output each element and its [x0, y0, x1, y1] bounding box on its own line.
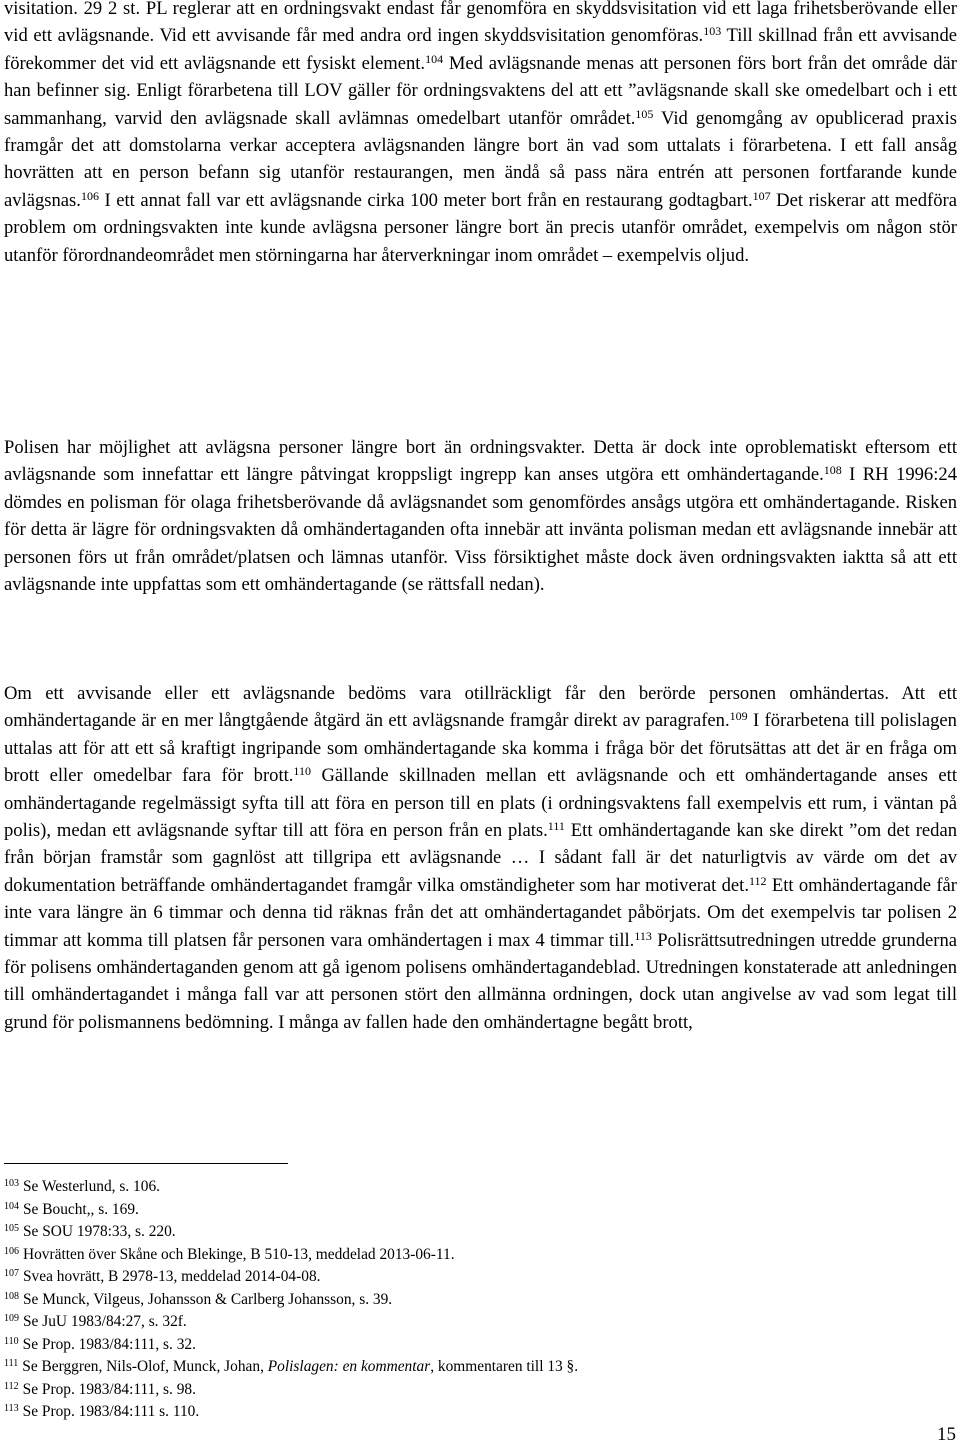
footnote-reference: 105 — [635, 106, 654, 121]
body-paragraph-1 — [4, 0, 957, 269]
footnote-reference: 106 — [80, 188, 99, 203]
footnote-item — [4, 1401, 957, 1424]
text-run: Det riskerar att medföra problem om ordningsvakten inte kunde avlägsna personer längre bort än precis utanför området, exempelvis om någon stör utanför förordnandeområdet men störningarna har återverkningar inom området – exempelvis oljud. — [4, 189, 957, 266]
text-run: I RH 1996:24 dömdes en polisman för olaga frihetsberövande då avlägsnandet som genomfördes ansågs utgöra ett omhändertagande. Risken för detta är lägre för ordningsvakten då omhändertaganden ofta innebär att invänta polisman medan ett avlägsnande innebär att personen förs ut från området/platsen och lämnas utanför. Viss försiktighet måste dock även ordningsvakten iaktta så att ett avlägsnande inte uppfattas som ett omhändertagande (se rättsfall nedan). — [4, 464, 957, 596]
footnote-reference: 104 — [425, 51, 444, 66]
text-run: Hovrätten över Skåne och Blekinge, B 510-13, meddelad 2013-06-11. — [23, 1245, 455, 1263]
text-run: Ett omhändertagande får inte vara längre än 6 timmar och denna tid räknas från det att omhändertagandet påbörjats. Om det exempelvis tar polisen 2 timmar att komma till platsen får personen vara omhändertagen i max 4 timmar till. — [4, 874, 957, 951]
text-run: , kommentaren till 13 §. — [430, 1358, 579, 1375]
text-run: I förarbetena till polislagen uttalas att för att ett så kraftigt ingripande som omhändertagande ska komma i fråga bör det förutsättas att det är en fråga om brott eller omedelbar fara för brott. — [4, 710, 957, 787]
text-run: Se JuU 1983/84:27, s. 32f. — [23, 1313, 187, 1330]
text-run: Till skillnad från ett avvisande förekommer det vid ett avlägsnande ett fysiskt element. — [4, 25, 958, 74]
footnote-reference: 107 — [752, 188, 771, 203]
text-run: Vid genomgång av opublicerad praxis framgår det att domstolarna verkar acceptera avlägsnanden längre bort än vad som uttalats i förarbetena. I ett fall ansåg hovrätten att en person befann sig utanför restaurangen, men ändå så pass nära entrén att personen fortfarande kunde avlägsnas. — [4, 107, 958, 211]
footnote-number: 104 — [4, 1200, 19, 1212]
footnote-item — [4, 1334, 957, 1357]
text-run: visitation. 29 2 st. PL reglerar att en ordningsvakt endast får genomföra en skyddsvisitation vid ett laga frihetsberövande eller vid ett avlägsnande. Vid ett avvisande får med andra ord ingen skyddsvisitation genomföras. — [4, 0, 957, 47]
text-run: Se Boucht,, s. 169. — [23, 1200, 139, 1218]
body-paragraph-3 — [4, 680, 957, 1036]
text-run: Polisen har möjlighet att avlägsna personer längre bort än ordningsvakter. Detta är dock inte oproblematiskt eftersom ett avlägsnande som innefattar ett längre påtvingat kroppsligt ingrepp kan anses utgöra ett omhändertagande. — [4, 437, 957, 486]
footnote-number: 105 — [4, 1223, 19, 1234]
footnote-item — [4, 1176, 957, 1199]
footnote-item — [4, 1356, 957, 1379]
footnote-reference: 103 — [703, 24, 722, 39]
footnote-reference: 113 — [634, 928, 652, 943]
text-run: Ett omhändertagande kan ske direkt ”om det redan från början framstår som gagnlöst att tillgripa ett avlägsnande … I sådant fall är det naturligtvis av värde om det av dokumentation beträffande omhändertagandet framgår vilka omständigheter som har motiverat det. — [4, 820, 957, 896]
text-run: Se Prop. 1983/84:111, s. 32. — [22, 1335, 196, 1353]
text-run: Se Berggren, Nils-Olof, Munck, Johan, — [22, 1358, 268, 1375]
text-run: Med avlägsnande menas att personen förs bort från det område där han befinner sig. Enligt förarbetena till LOV gäller för ordningsvaktens del att ett ”avlägsnande skall ske omedelbart och i ett sammanhang, varvid den avlägsnade skall avlämnas omedelbart utanför området. — [4, 52, 957, 129]
page-number: 15 — [937, 1424, 956, 1445]
text-run: I ett annat fall var ett avlägsnande cirka 100 meter bort från en restaurang godtagbart. — [98, 189, 753, 211]
footnote-reference: 109 — [729, 709, 748, 724]
footnote-item — [4, 1266, 957, 1289]
footnote-item — [4, 1289, 957, 1312]
text-run: Svea hovrätt, B 2978-13, meddelad 2014-04-08. — [23, 1268, 321, 1285]
footnote-number: 112 — [4, 1380, 19, 1392]
text-run: Gällande skillnaden mellan ett avlägsnande och ett omhändertagande anses ett omhändertagande regelmässigt syfta till att föra en person till en plats (i ordningsvaktens fall exempelvis ett rum, i väntan på polis), medan ett avlägsnande syftar till att föra en person från en plats. — [4, 765, 957, 842]
text-run: Se Prop. 1983/84:111 s. 110. — [22, 1403, 200, 1420]
text-run: Se SOU 1978:33, s. 220. — [23, 1223, 176, 1240]
footnote-number: 108 — [4, 1290, 19, 1302]
footnote-item — [4, 1221, 957, 1244]
footnote-number: 107 — [4, 1268, 19, 1279]
footnote-number: 103 — [4, 1178, 19, 1189]
footnote-number: 110 — [4, 1335, 19, 1347]
footnote-list — [4, 1176, 957, 1424]
footnote-reference: 110 — [293, 764, 311, 779]
footnote-reference: 111 — [547, 819, 565, 834]
italic-title: Polislagen: en kommentar — [267, 1358, 431, 1375]
text-run: Se Prop. 1983/84:111, s. 98. — [22, 1380, 196, 1398]
footnote-item — [4, 1311, 957, 1334]
footnote-item — [4, 1379, 957, 1402]
footnote-reference: 108 — [823, 463, 842, 478]
text-run: Polisrättsutredningen utredde grunderna för polisens omhändertaganden genom att gå igenom polisens omhändertagandeblad. Utredningen konstaterade att anledningen till omhändertagandet i många fall var att personen stört den allmänna ordningen, dock utan angivelse av vad som legat till grund för polismannens bedömning. I många av fallen hade den omhändertagne begått brott, — [4, 929, 957, 1033]
footnote-item — [4, 1244, 957, 1267]
text-run: Om ett avvisande eller ett avlägsnande bedöms vara otillräckligt får den berörde personen omhändertas. Att ett omhändertagande är en mer långtgående åtgärd än ett avlägsnande framgår direkt av paragrafen. — [4, 683, 957, 732]
footnote-number: 109 — [4, 1313, 19, 1324]
footnote-reference: 112 — [749, 873, 767, 888]
footnote-item — [4, 1199, 957, 1222]
footnote-number: 111 — [4, 1358, 19, 1369]
footnote-separator — [4, 1163, 288, 1164]
text-run: Se Munck, Vilgeus, Johansson & Carlberg Johansson, s. 39. — [23, 1290, 393, 1308]
text-run: Se Westerlund, s. 106. — [23, 1178, 160, 1195]
footnote-number: 106 — [4, 1245, 19, 1257]
body-paragraph-2 — [4, 434, 957, 598]
footnote-number: 113 — [4, 1403, 19, 1414]
